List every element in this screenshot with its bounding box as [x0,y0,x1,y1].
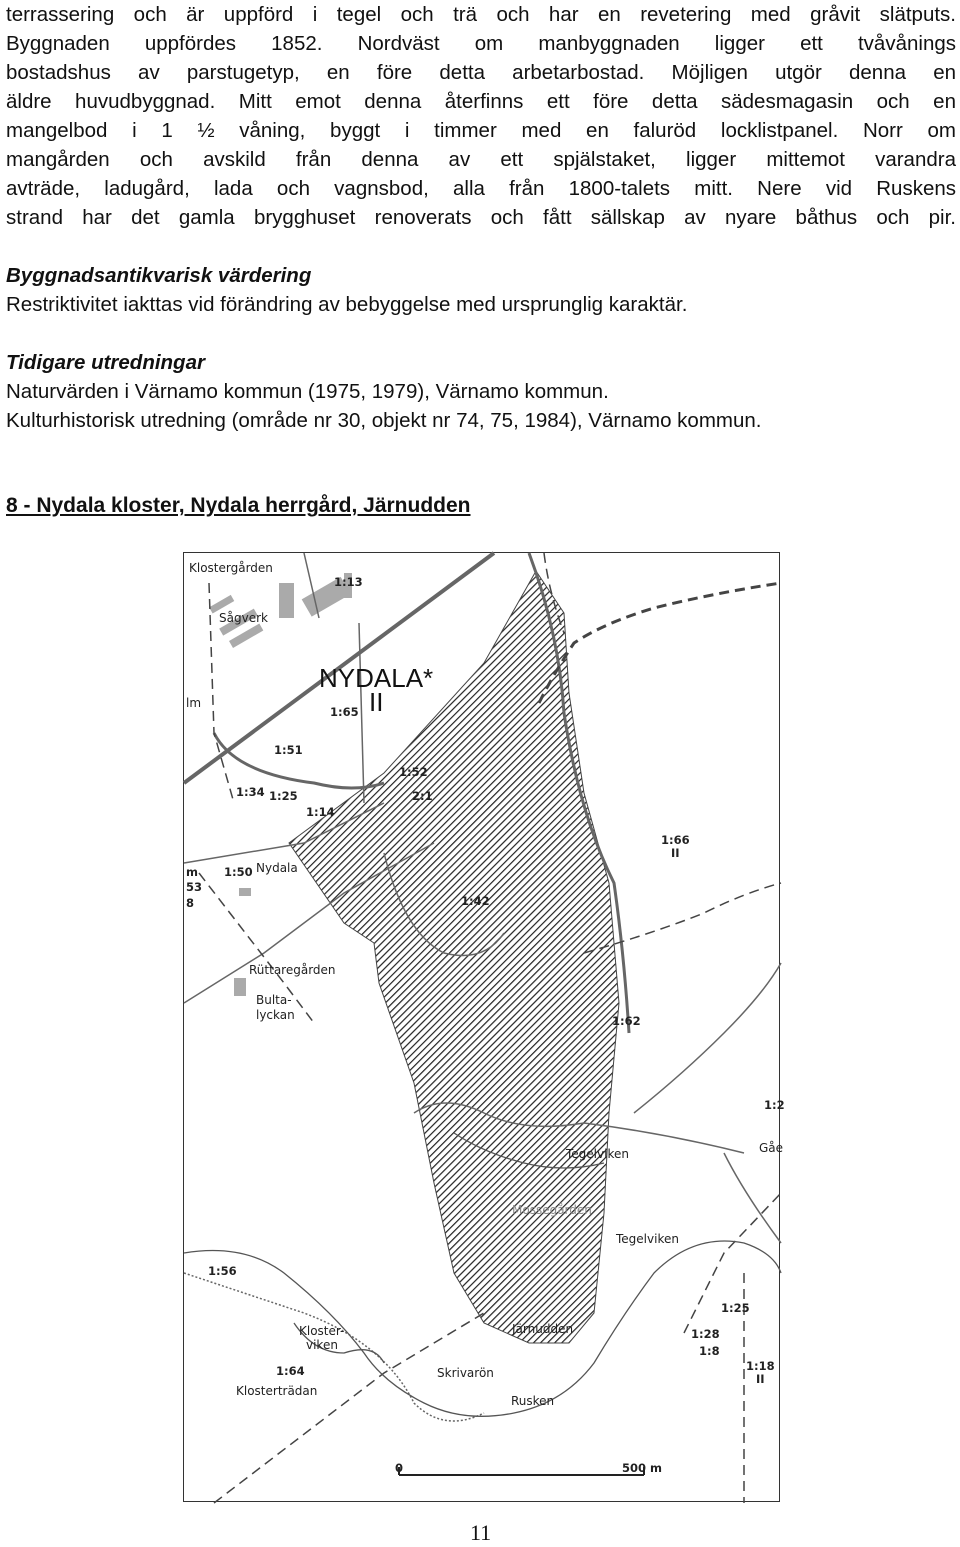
map-label: 53 [186,880,203,894]
text-line: terrassering och är uppförd i tegel och trä och har en revetering med gråvit slätputs. [6,3,956,26]
text-line: äldre huvudbyggnad. Mitt emot denna återfinns ett före detta sädesmagasin och en [6,90,956,113]
body-paragraph-1 [6,0,956,435]
map-label-nydala: NYDALA* [319,663,434,693]
map-label: Gåe [759,1141,784,1155]
heading-previous-studies: Tidigare utredningar [6,351,205,374]
map-label: Tegelviken [566,1147,629,1161]
section-title: 8 - Nydala kloster, Nydala herrgård, Järnudden [6,494,471,517]
map-label: II [671,846,680,860]
map-label: lyckan [256,1008,295,1022]
scale-label-0: 0 [395,1461,404,1475]
map-label: 1:25 [269,789,298,803]
map-label: Bulta- [256,993,292,1007]
heading-valuation [6,261,956,290]
text-line: Kulturhistorisk utredning (område nr 30, objekt nr 74, 75, 1984), Värnamo kommun. [6,409,762,432]
heading-valuation-text: Byggnadsantikvarisk värdering [6,264,312,287]
map-label: Mossegården [512,1203,592,1217]
text-line: mangården och avskild från denna av ett spjälstaket, ligger mittemot varandra [6,148,956,171]
text-line: Restriktivitet iakttas vid förändring av bebyggelse med ursprunglig karaktär. [6,293,688,316]
map-label: 1:51 [274,743,303,757]
text-line: Naturvärden i Värnamo kommun (1975, 1979), Värnamo kommun. [6,380,609,403]
map-label: 1:64 [276,1364,305,1378]
scale-label-500: 500 m [622,1461,662,1475]
map-label: 1:52 [399,765,428,779]
map-graphics [184,553,784,1503]
map-label: 1:34 [236,785,265,799]
map-label: Klosterträdan [236,1384,318,1398]
map-label: 1:62 [612,1014,641,1028]
map-label: m [186,865,198,879]
map-label: Sågverk [219,611,268,625]
map-label: Kloster- [299,1324,345,1338]
map-label: 1:65 [330,705,359,719]
map-label: Klostergården [189,561,273,575]
map-label: 1:25 [721,1301,750,1315]
map-label: 1:50 [224,865,253,879]
map-label: 1:8 [699,1344,720,1358]
page-number: 11 [470,1520,492,1545]
map-label: 1:66 [661,833,690,847]
map-label: Rusken [511,1394,555,1408]
text-line: mangelbod i 1 ½ våning, byggt i timmer med en faluröd locklistpanel. Norr om [6,119,956,142]
map-figure [183,552,785,1502]
map-label: viken [306,1338,338,1352]
map-label: lm [186,696,202,710]
map-label: Skrivarön [437,1366,494,1380]
scale-bar [399,1467,644,1475]
map-label: 1:18 [746,1359,775,1373]
text-line: Byggnaden uppfördes 1852. Nordväst om manbyggnaden ligger ett tvåvånings [6,32,956,55]
map-label: Järnudden [512,1322,574,1336]
map-label: 1:13 [334,575,363,589]
text-line: avträde, ladugård, lada och vagnsbod, alla från 1800-talets mitt. Nere vid Ruskens [6,177,956,200]
map-label: 1:42 [461,894,490,908]
map-label: 2:1 [412,789,433,803]
map-label: II [756,1372,765,1386]
map-label: Tegelviken [616,1232,679,1246]
text-line: bostadshus av parstugetyp, en före detta arbetarbostad. Möjligen utgör denna en [6,61,956,84]
map-label: 1:56 [208,1264,237,1278]
map-label: Rüttaregården [249,963,336,977]
map-label: 8 [186,896,195,910]
map-label: 1:28 [691,1327,720,1341]
map-label: 1:2 [764,1098,785,1112]
text-line: strand har det gamla brygghuset renoverats och fått sällskap av nyare båthus och pir. [6,206,956,229]
map-label: 1:14 [306,805,335,819]
map-label: II [369,687,384,717]
map-label: Nydala [256,861,298,875]
